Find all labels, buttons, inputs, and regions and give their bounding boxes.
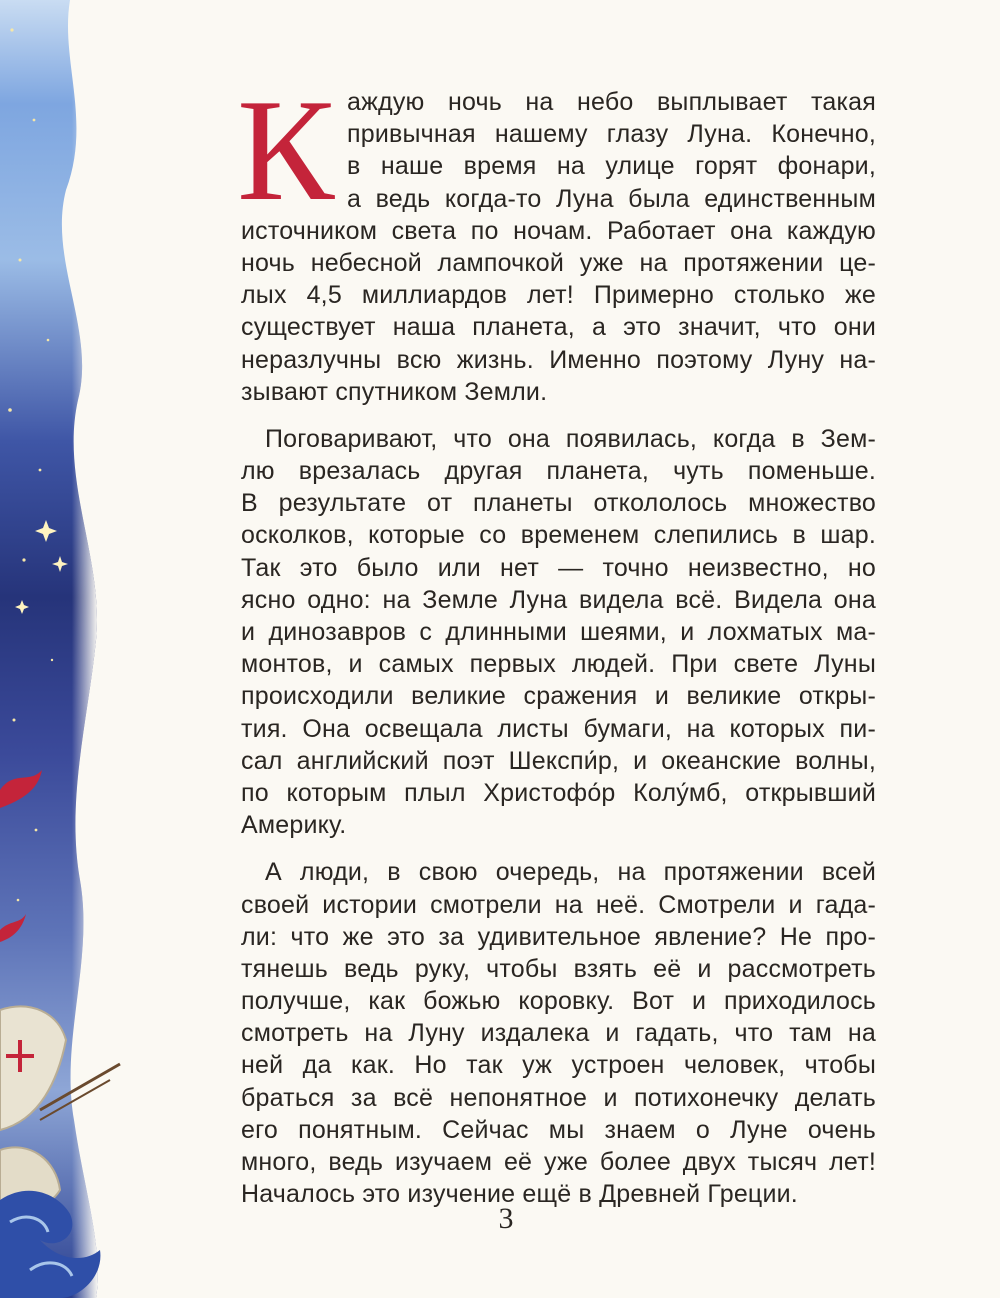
text-line: А люди, в свою очередь, на протяжении всей (265, 858, 876, 887)
text-line: В результате от планеты откололось множество (241, 489, 876, 518)
text-line: ней да как. Но так уж устроен человек, чтобы (241, 1051, 876, 1080)
text-line: в наше время на улице горят фонари, (347, 152, 876, 181)
text-line: своей истории смотрели на неё. Смотрели и гада- (241, 890, 876, 919)
text-line: источником света по ночам. Работает она каждую (241, 216, 876, 245)
text-line: лых 4,5 миллиардов лет! Примерно столько же (241, 281, 876, 310)
text-line: его понятным. Сейчас мы знаем о Луне очень (241, 1115, 876, 1144)
text-line: существует наша планета, а это значит, что они (241, 313, 876, 342)
paragraph-1 (237, 69, 876, 408)
text-line: по которым плыл Христофо́р Колу́мб, открывший (241, 778, 876, 807)
text-line: неразлучны всю жизнь. Именно поэтому Луну на- (241, 345, 876, 374)
text-line: зывают спутником Земли. (241, 377, 548, 406)
text-line: смотреть на Луну издалека и гадать, что там на (241, 1019, 876, 1048)
text-line: тия. Она освещала листы бумаги, на которых пи- (241, 714, 876, 743)
text-line: сал английский поэт Шекспи́р, и океанские волны, (241, 746, 876, 775)
text-line: браться за всё непонятное и потихонечку делать (241, 1083, 876, 1112)
text-line: получше, как божью коровку. Вот и приходилось (241, 987, 876, 1016)
text-line: тянешь ведь руку, чтобы взять её и рассмотреть (241, 954, 876, 983)
drop-cap: К (237, 69, 335, 231)
night-sky-illustration (0, 0, 205, 1298)
text-line: Америку. (241, 811, 347, 840)
text-line: осколков, которые со временем слепились в шар. (241, 521, 876, 550)
paragraph-3 (241, 856, 876, 1210)
paragraph-2 (241, 423, 876, 841)
story-text (237, 69, 876, 1210)
text-line: и динозавров с длинными шеями, и лохматых ма- (241, 618, 876, 646)
page-number: 3 (498, 1202, 514, 1235)
text-line: много, ведь изучаем её уже более двух тысяч лет! (241, 1148, 876, 1176)
text-line: Поговаривают, что она появилась, когда в Зем- (265, 424, 876, 453)
text-line: аждую ночь на небо выплывает такая (347, 88, 876, 116)
text-line: привычная нашему глазу Луна. Конечно, (347, 120, 876, 149)
text-line: лю врезалась другая планета, чуть поменьше. (241, 457, 876, 486)
text-line: ясно одно: на Земле Луна видела всё. Видела она (241, 585, 876, 614)
text-line: ночь небесной лампочкой уже на протяжении це- (241, 248, 876, 277)
text-line: а ведь когда-то Луна была единственным (347, 184, 876, 213)
text-line: ли: что же это за удивительное явление? Не про- (241, 922, 876, 951)
text-line: Так это было или нет — точно неизвестно, но (241, 553, 876, 582)
text-line: Началось это изучение ещё в Древней Греции. (241, 1180, 798, 1209)
text-line: происходили великие сражения и великие откры- (241, 682, 876, 711)
text-line: монтов, и самых первых людей. При свете Луны (241, 650, 876, 679)
